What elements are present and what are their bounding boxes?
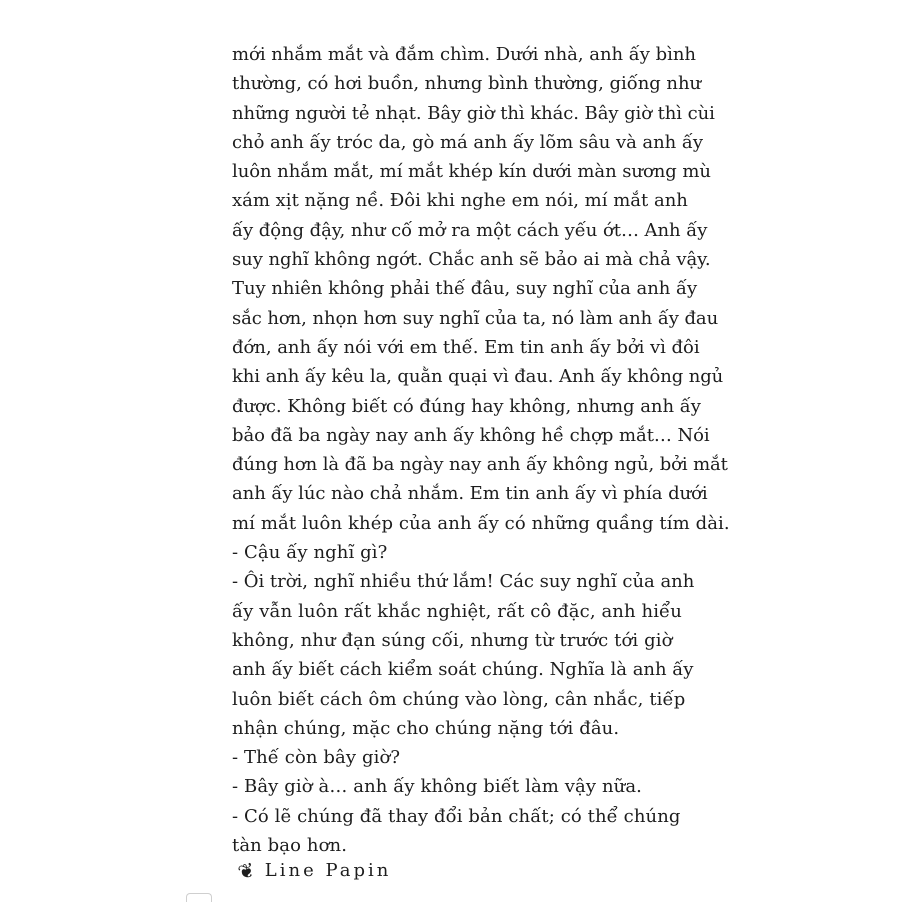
text-line: không, như đạn súng cối, nhưng từ trước tới giờ (232, 629, 673, 651)
fleuron-icon: ❦ (235, 856, 258, 885)
text-line: bảo đã ba ngày nay anh ấy không hề chợp mắt… Nói (232, 424, 710, 446)
author-name: Line Papin (264, 860, 392, 881)
text-line: - Ôi trời, nghĩ nhiều thứ lắm! Các suy nghĩ của anh (232, 571, 695, 593)
text-line: - Bây giờ à… anh ấy không biết làm vậy nữa. (232, 776, 642, 798)
text-line: mí mắt luôn khép của anh ấy có những quầng tím dài. (232, 512, 730, 534)
text-line: đớn, anh ấy nói với em thế. Em tin anh ấy bởi vì đôi (232, 336, 700, 358)
text-line: tàn bạo hơn. (232, 835, 348, 857)
text-line: ấy vẫn luôn rất khắc nghiệt, rất cô đặc, anh hiểu (232, 600, 682, 622)
text-line: xám xịt nặng nề. Đôi khi nghe em nói, mí mắt anh (232, 190, 688, 212)
text-line: sắc hơn, nhọn hơn suy nghĩ của ta, nó làm anh ấy đau (232, 307, 719, 329)
text-line: Tuy nhiên không phải thế đâu, suy nghĩ của anh ấy (232, 278, 698, 300)
body-text (232, 40, 730, 860)
text-line: được. Không biết có đúng hay không, nhưng anh ấy (232, 395, 701, 417)
text-line: luôn nhắm mắt, mí mắt khép kín dưới màn sương mù (232, 161, 711, 183)
page-footer (235, 856, 392, 885)
text-line: - Thế còn bây giờ? (232, 747, 401, 769)
scan-edge-mark (186, 893, 212, 902)
text-line: anh ấy biết cách kiểm soát chúng. Nghĩa là anh ấy (232, 659, 694, 681)
text-line: ấy động đậy, như cố mở ra một cách yếu ớt… Anh ấy (232, 219, 708, 241)
text-line: mới nhắm mắt và đắm chìm. Dưới nhà, anh ấy bình (232, 44, 696, 65)
text-line: đúng hơn là đã ba ngày nay anh ấy không ngủ, bởi mắt (232, 454, 728, 476)
text-line: anh ấy lúc nào chả nhắm. Em tin anh ấy vì phía dưới (232, 483, 708, 505)
text-line: suy nghĩ không ngớt. Chắc anh sẽ bảo ai mà chả vậy. (232, 249, 711, 271)
text-line: - Có lẽ chúng đã thay đổi bản chất; có thể chúng (232, 805, 681, 827)
text-line: chỏ anh ấy tróc da, gò má anh ấy lõm sâu và anh ấy (232, 131, 703, 153)
text-line: những người tẻ nhạt. Bây giờ thì khác. Bây giờ thì cùi (232, 102, 715, 124)
text-line: thường, có hơi buồn, nhưng bình thường, giống như (232, 73, 702, 95)
text-line: khi anh ấy kêu la, quằn quại vì đau. Anh ấy không ngủ (232, 366, 724, 388)
text-line: nhận chúng, mặc cho chúng nặng tới đâu. (232, 717, 620, 739)
text-line: luôn biết cách ôm chúng vào lòng, cân nhắc, tiếp (232, 688, 686, 710)
text-line: - Cậu ấy nghĩ gì? (232, 542, 388, 564)
